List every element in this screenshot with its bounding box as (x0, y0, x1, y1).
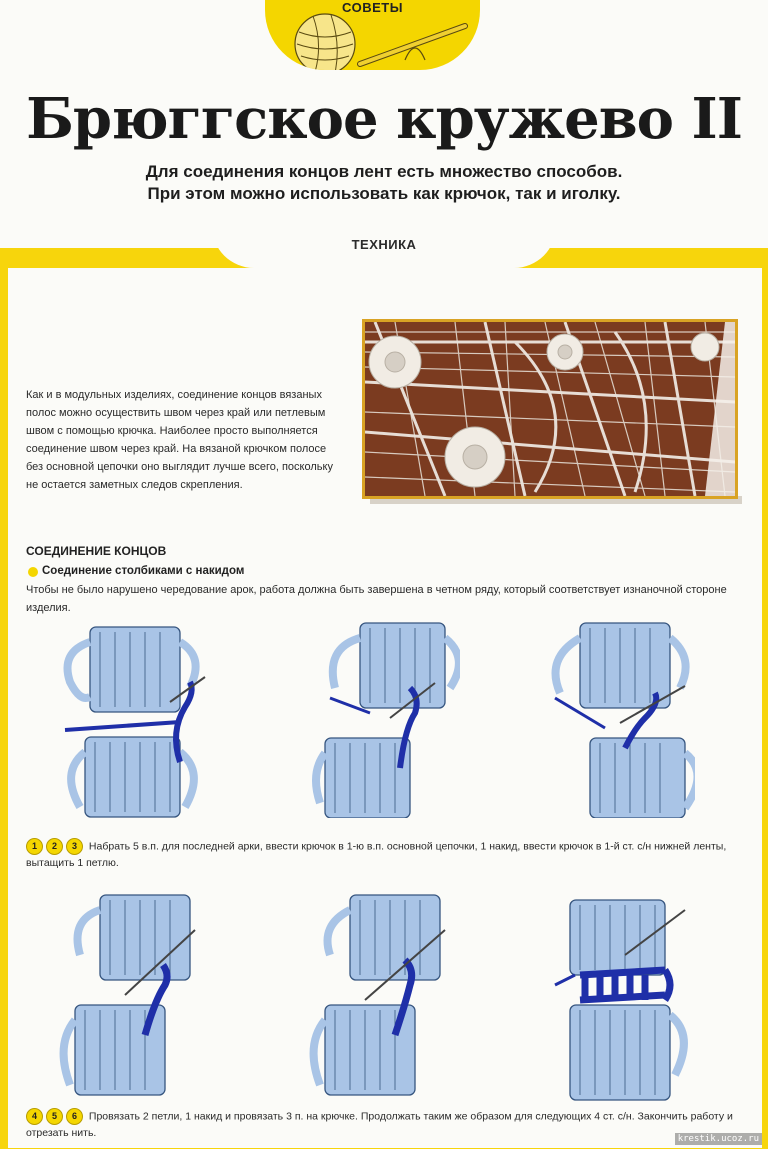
diagram-step-3 (545, 618, 695, 818)
step-number-4: 4 (26, 1108, 43, 1125)
site-watermark: krestik.ucoz.ru (675, 1133, 762, 1145)
step-number-5: 5 (46, 1108, 63, 1125)
steps-1-3-note (26, 838, 741, 872)
yarn-ball-icon (265, 6, 480, 70)
steps-4-6-text: Провязать 2 петли, 1 накид и провязать 3 п. на крючке. Продолжать таким же образом для следующих 4 ст. с/н. Закончить работу и отрезать нить. (26, 1110, 733, 1140)
page-subtitle (80, 161, 688, 205)
steps-4-6-note (26, 1108, 741, 1142)
steps-1-3-text: Набрать 5 в.п. для последней арки, ввести крючок в 1-ю в.п. основной цепочки, 1 накид, ввести крючок в 1-й ст. с/н нижней ленты, вытащить 1 петлю. (26, 840, 727, 870)
bullet-icon (28, 567, 38, 577)
diagram-step-1 (60, 622, 210, 822)
lace-photo (362, 319, 738, 499)
subtitle-line-1: Для соединения концов лент есть множество способов. (145, 162, 623, 181)
subsection-description: Чтобы не было нарушено чередование арок, работа должна быть завершена в четном ряду, который соответствует изнаночной стороне изделия. (26, 584, 727, 614)
step-number-2: 2 (46, 838, 63, 855)
tips-badge-label: СОВЕТЫ (342, 0, 403, 15)
step-number-3: 3 (66, 838, 83, 855)
crochet-hook-icon (360, 26, 465, 64)
diagram-step-6 (525, 895, 695, 1105)
step-number-6: 6 (66, 1108, 83, 1125)
intro-paragraph: Как и в модульных изделиях, соединение концов вязаных полос можно осуществить швом через край или петлевым швом с помощью крючка. Наиболее просто выполняется соединение швом через край. На вязаной крючком полосе без основной цепочки оно выглядит лучше всего, поскольку не остается заметных следов скрепления. (26, 389, 333, 491)
tips-badge (265, 0, 480, 70)
diagram-step-2 (310, 618, 460, 818)
diagram-step-4 (55, 885, 205, 1105)
lace-pattern-image (365, 322, 735, 496)
subsection-heading: Соединение столбиками с накидом (42, 565, 245, 577)
page-title: Брюггское кружево II (26, 86, 742, 152)
section-heading: СОЕДИНЕНИЕ КОНЦОВ (26, 544, 167, 558)
diagram-step-5 (305, 885, 455, 1105)
subtitle-line-2: При этом можно использовать как крючок, так и иголку. (147, 184, 621, 203)
step-number-1: 1 (26, 838, 43, 855)
section-label: ТЕХНИКА (351, 237, 417, 252)
